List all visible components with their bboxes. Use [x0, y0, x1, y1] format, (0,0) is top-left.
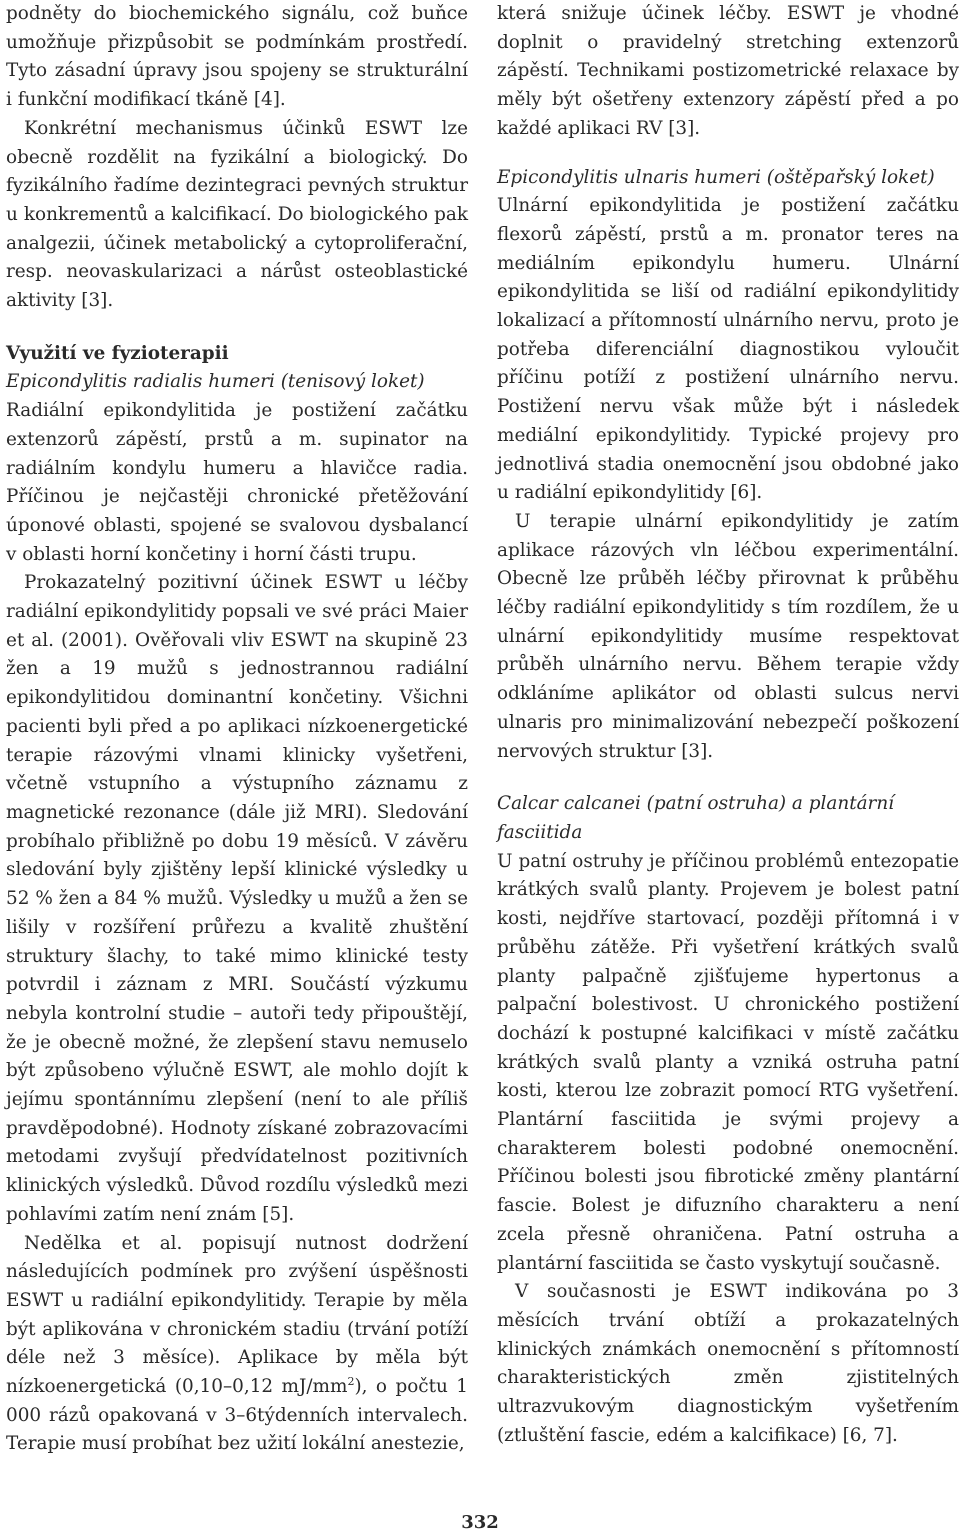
- paragraph-radialis-study: Prokazatelný pozitivní účinek ESWT u léčby radiální epikondylitidy popsali ve své práci Maier et al. (2001). Ověřovali vliv ESWT na skupině 23 žen a 19 mužů s jednostrannou radiální epikondylitidou dominantní končetiny. Všichni pacienti byli před a po aplikaci nízkoenergetické terapie rázovými vlnami klinicky vyšetřeni, včetně vstupního a výstupního záznamu z magnetické rezonance (dále již MRI). Sledování probíhalo přibližně po dobu 19 měsíců. V závěru sledování byly zjištěny lepší klinické výsledky u 52 % žen a 84 % mužů. Výsledky u mužů a žen se lišily v rozšíření průřezu a kvalitě zhuštění struktury šlachy, to také mimo klinické testy potvrdil i záznam z MRI. Součástí výzkumu nebyla kontrolní studie – autoři tedy připouštějí, že je obecně možné, že zlepšení stavu nemuselo být způsobeno výlučně ESWT, ale mohlo dojít k jejímu spontánnímu zlepšení (není to ale příliš pravděpodobné). Hodnoty získané zobrazovacími metodami zvyšují předvídatelnost pozitivních klinických výsledků. Důvod rozdílu výsledků mezi pohlavími zatím není znám [5].: [6, 572, 468, 1225]
- subheading-epicondylitis-radialis: Epicondylitis radialis humeri (tenisový loket): [6, 371, 425, 393]
- superscript-2: 2: [347, 1374, 355, 1388]
- paragraph-ulnaris-therapy: U terapie ulnární epikondylitidy je zatím aplikace rázových vln léčbou experimentální. Obecně lze průběh léčby přirovnat k průběhu léčby radiální epikondylitidy s tím rozdílem, že u ulnární epikondylitidy musíme respektovat průběh ulnárního nervu. Během terapie vždy odkláníme aplikátor od oblasti sulcus nervi ulnaris pro minimalizování nebezpečí poškození nervových struktur [3].: [497, 510, 959, 762]
- paragraph-calcar-indication: V současnosti je ESWT indikována po 3 měsících trvání obtíží a prokazatelných klinických známkách onemocnění s přítomností charakteristických změn zjistitelných ultrazvukovým diagnostickým vyšetřením (ztluštění fascie, edém a kalcifikace) [6, 7].: [497, 1281, 959, 1446]
- paragraph-intro-continuation: podněty do biochemického signálu, což buňce umožňuje přizpůsobit se podmínkám prostředí. Tyto zásadní úpravy jsou spojeny se strukturální i funkční modifikací tkáně [4].: [6, 3, 468, 111]
- paragraph-mechanism: Konkrétní mechanismus účinků ESWT lze obecně rozdělit na fyzikální a biologický. Do fyzikálního řadíme dezintegraci pevných struktur u konkrementů a kalcifikací. Do biologického pak analgezii, účinek metabolický a cytoproliferační, resp. neovaskularizaci a nárůst osteoblastické aktivity [3].: [6, 117, 468, 312]
- conditions-text-part-2: ), o počtu 1 000 rázů opakovaná v 3–6týdenních intervalech. Terapie musí probíhat bez užití lokální anestezie,: [6, 1376, 469, 1455]
- left-column: [6, 0, 468, 1459]
- page-number: 332: [461, 1512, 499, 1533]
- conditions-text-part-1: Nedělka et al. popisují nutnost dodržení následujících podmínek pro zvýšení úspěšnosti ESWT u radiální epikondylitidy. Terapie by měla být aplikována v chronickém stadiu (trvání potíží déle než 3 měsíce). Aplikace by měla být nízkoenergetická (0,10–0,12 mJ/mm: [6, 1232, 468, 1398]
- right-column: [497, 0, 959, 1450]
- subheading-epicondylitis-ulnaris: Epicondylitis ulnaris humeri (oštěpařský loket): [497, 166, 935, 188]
- section-heading-physiotherapy: Využití ve fyzioterapii: [6, 342, 229, 364]
- paragraph-ulnaris-definition: Ulnární epikondylitida je postižení začátku flexorů zápěstí, prstů a m. pronator teres na mediálním epikondylu humeru. Ulnární epikondylitida se liší od radiální epikondylitidy lokalizací a přítomností ulnárního nervu, proto je potřeba diferenciální diagnostikou vyloučit příčinu potíží z postižení ulnárního nervu. Postižení nervu však může být i následek mediální epikondylitidy. Typické projevy pro jednotlivá stadia onemocnění jsou obdobné jako u radiální epikondylitidy [6].: [497, 195, 959, 504]
- paragraph-radialis-continuation: která snižuje účinek léčby. ESWT je vhodné doplnit o pravidelný stretching extenzorů zápěstí. Technikami postizometrické relaxace by měly být ošetřeny extenzory zápěstí před a po každé aplikaci RV [3].: [497, 3, 959, 139]
- paragraph-radialis-conditions: [6, 1230, 468, 1460]
- subheading-calcar-calcanei: Calcar calcanei (patní ostruha) a plantární fasciitida: [497, 793, 895, 843]
- paragraph-radialis-definition: Radiální epikondylitida je postižení začátku extenzorů zápěstí, prstů a m. supinator na radiálním kondylu humeru a hlavičce radia. Příčinou je nejčastěji chronické přetěžování úponové oblasti, spojené se svalovou dysbalancí v oblasti horní končetiny i horní části trupu.: [6, 400, 468, 565]
- paragraph-calcar-definition: U patní ostruhy je příčinou problémů entezopatie krátkých svalů planty. Projevem je bolest patní kosti, nejdříve startovací, později přítomná i v průběhu zátěže. Při vyšetření krátkých svalů planty palpačně zjišťujeme hypertonus a palpační bolestivost. U chronického postižení dochází k postupné kalcifikaci v místě začátku krátkých svalů planty a vzniká ostruha patní kosti, kterou lze zobrazit pomocí RTG vyšetření. Plantární fasciitida je svými projevy a charakterem bolesti podobné onemocnění. Příčinou bolesti jsou fibrotické změny plantární fascie. Bolest je difuzního charakteru a není zcela přesně ohraničena. Patní ostruha a plantární fasciitida se často vyskytují současně.: [497, 850, 959, 1274]
